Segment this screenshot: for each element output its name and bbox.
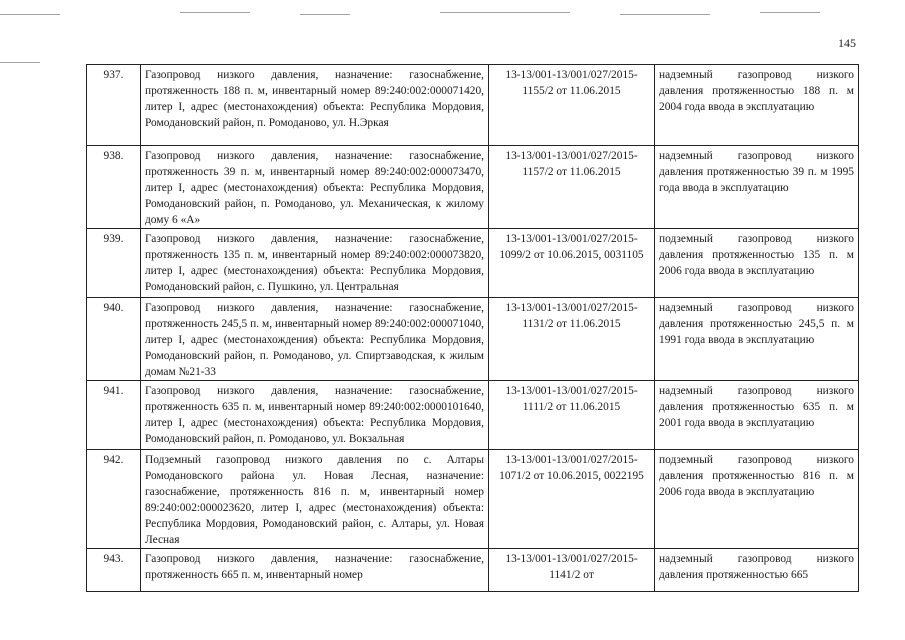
object-characteristics: надземный газопровод низкого давления протяженностью 39 п. м 1995 года ввода в эксплуатацию bbox=[655, 146, 859, 229]
registration-number: 13-13/001-13/001/027/2015-1141/2 от bbox=[489, 549, 655, 592]
object-description: Газопровод низкого давления, назначение: газоснабжение, протяженность 39 п. м, инвентарный номер 89:240:002:000073470, литер I, адрес (местонахождения) объекта: Республика Мордовия, Ромодановский район, п. Ромоданово, ул. Механическая, к жилому дому 6 «А» bbox=[141, 146, 489, 229]
registration-number: 13-13/001-13/001/027/2015-1099/2 от 10.06.2015, 0031105 bbox=[489, 229, 655, 298]
object-characteristics: надземный газопровод низкого давления протяженностью 245,5 п. м 1991 года ввода в эксплуатацию bbox=[655, 298, 859, 381]
registration-number: 13-13/001-13/001/027/2015-1071/2 от 10.06.2015, 0022195 bbox=[489, 450, 655, 549]
row-number: 941. bbox=[87, 381, 141, 450]
registration-number: 13-13/001-13/001/027/2015-1131/2 от 11.06.2015 bbox=[489, 298, 655, 381]
object-description: Подземный газопровод низкого давления по с. Алтары Ромодановского района ул. Новая Лесная, назначение: газоснабжение, протяженность 816 п. м, инвентарный номер 89:240:002:000023620, литер I, адрес (местонахождения) объекта: Республика Мордовия, Ромодановский район, с. Алтары, ул. Новая Лесная bbox=[141, 450, 489, 549]
scan-artifact bbox=[760, 12, 820, 13]
row-number: 939. bbox=[87, 229, 141, 298]
table-row bbox=[87, 381, 859, 450]
scan-artifact bbox=[300, 14, 350, 15]
registration-number: 13-13/001-13/001/027/2015-1155/2 от 11.06.2015 bbox=[489, 65, 655, 146]
object-characteristics: надземный газопровод низкого давления протяженностью 665 bbox=[655, 549, 859, 592]
object-characteristics: надземный газопровод низкого давления протяженностью 188 п. м 2004 года ввода в эксплуатацию bbox=[655, 65, 859, 146]
scan-artifact bbox=[440, 12, 570, 13]
object-description: Газопровод низкого давления, назначение: газоснабжение, протяженность 665 п. м, инвентарный номер bbox=[141, 549, 489, 592]
table-row bbox=[87, 298, 859, 381]
row-number: 942. bbox=[87, 450, 141, 549]
scan-artifact bbox=[0, 14, 60, 15]
object-characteristics: подземный газопровод низкого давления протяженностью 816 п. м 2006 года ввода в эксплуатацию bbox=[655, 450, 859, 549]
row-number: 940. bbox=[87, 298, 141, 381]
scan-artifact bbox=[180, 12, 250, 13]
object-description: Газопровод низкого давления, назначение: газоснабжение, протяженность 135 п. м, инвентарный номер 89:240:002:000073820, литер I, адрес (местонахождения) объекта: Республика Мордовия, Ромодановский район, с. Пушкино, ул. Центральная bbox=[141, 229, 489, 298]
registration-number: 13-13/001-13/001/027/2015-1157/2 от 11.06.2015 bbox=[489, 146, 655, 229]
object-description: Газопровод низкого давления, назначение: газоснабжение, протяженность 188 п. м, инвентарный номер 89:240:002:000071420, литер I, адрес (местонахождения) объекта: Республика Мордовия, Ромодановский район, п. Ромоданово, ул. Н.Эркая bbox=[141, 65, 489, 146]
table-row bbox=[87, 65, 859, 146]
registration-number: 13-13/001-13/001/027/2015-1111/2 от 11.06.2015 bbox=[489, 381, 655, 450]
row-number: 938. bbox=[87, 146, 141, 229]
table-row bbox=[87, 146, 859, 229]
object-characteristics: надземный газопровод низкого давления протяженностью 635 п. м 2001 года ввода в эксплуатацию bbox=[655, 381, 859, 450]
table-row bbox=[87, 450, 859, 549]
object-characteristics: подземный газопровод низкого давления протяженностью 135 п. м 2006 года ввода в эксплуатацию bbox=[655, 229, 859, 298]
registry-table bbox=[86, 64, 859, 592]
object-description: Газопровод низкого давления, назначение: газоснабжение, протяженность 245,5 п. м, инвентарный номер 89:240:002:000071040, литер I, адрес (местонахождения) объекта: Республика Мордовия, Ромодановский район, п. Ромоданово, ул. Спиртзаводская, к жилым домам №21-33 bbox=[141, 298, 489, 381]
object-description: Газопровод низкого давления, назначение: газоснабжение, протяженность 635 п. м, инвентарный номер 89:240:002:0000101640, литер I, адрес (местонахождения) объекта: Республика Мордовия, Ромодановский район, п. Ромоданово, ул. Вокзальная bbox=[141, 381, 489, 450]
table-row bbox=[87, 549, 859, 592]
row-number: 943. bbox=[87, 549, 141, 592]
table-row bbox=[87, 229, 859, 298]
scan-artifact bbox=[0, 62, 40, 63]
page-number: 145 bbox=[838, 36, 856, 50]
row-number: 937. bbox=[87, 65, 141, 146]
scan-artifact bbox=[620, 14, 710, 15]
